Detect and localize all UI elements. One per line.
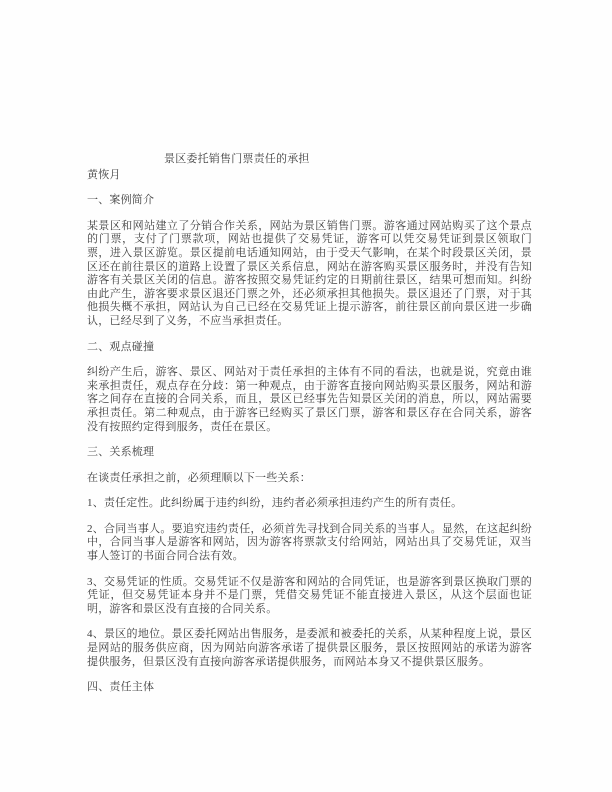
author-line: 黄恢月 [87, 168, 121, 181]
paragraph: 纠纷产生后，游客、景区、网站对于责任承担的主体有不同的看法，也就是说，究竟由谁来承担责任，观点存在分歧：第一种观点，由于游客直接向网站购买景区服务，网站和游客之间存在直接的合同关系，而且，景区已经事先告知景区关闭的消息，所以，网站需要承担责任。第二种观点，由于游客已经购买了景区门票，游客和景区存在合同关系，游客没有按照约定得到服务，责任在景区。 [87, 366, 532, 433]
paragraph: 某景区和网站建立了分销合作关系，网站为景区销售门票。游客通过网站购买了这个景点的门票，支付了门票款项，网站也提供了交易凭证，游客可以凭交易凭证到景区领取门票，进入景区游览。景区提前电话通知网站，由于受天气影响，在某个时段景区关闭，景区还在前往景区的道路上设置了景区关系信息，网站在游客购买景区服务时，并没有告知游客有关景区关闭的信息。游客按照交易凭证约定的日期前往景区，结果可想而知。纠纷由此产生，游客要求景区退还门票之外，还必须承担其他损失。景区退还了门票，对于其他损失概不承担，网站认为自己已经在交易凭证上提示游客，前往景区前向景区进一步确认，已经尽到了义务，不应当承担责任。 [87, 219, 532, 327]
section-heading-1: 一、案例简介 [87, 194, 155, 207]
doc-title: 景区委托销售门票责任的承担 [164, 153, 310, 165]
paragraph: 3、交易凭证的性质。交易凭证不仅是游客和网站的合同凭证，也是游客到景区换取门票的凭证，但交易凭证本身并不是门票，凭借交易凭证不能直接进入景区，从这个层面也证明，游客和景区没有直接的合同关系。 [87, 575, 532, 615]
paragraph: 2、合同当事人。要追究违约责任，必须首先寻找到合同关系的当事人。显然，在这起纠纷中，合同当事人是游客和网站，因为游客将票款支付给网站，网站出具了交易凭证，双当事人签订的书面合同合法有效。 [87, 522, 532, 563]
paragraph: 1、责任定性。此纠纷属于违约纠纷，违约者必须承担违约产生的所有责任。 [87, 497, 463, 510]
section-heading-2: 二、观点碰撞 [87, 340, 155, 353]
paragraph: 在谈责任承担之前，必须理顺以下一些关系： [87, 471, 311, 484]
section-heading-4: 四、责任主体 [87, 681, 155, 694]
section-heading-3: 三、关系梳理 [87, 446, 155, 459]
paragraph: 4、景区的地位。景区委托网站出售服务，是委派和被委托的关系，从某种程度上说，景区是网站的服务供应商，因为网站向游客承诺了提供景区服务，景区按照网站的承诺为游客提供服务，但景区没有直接向游客承诺提供服务，而网站本身又不提供景区服务。 [87, 628, 532, 668]
document-content [87, 153, 532, 707]
